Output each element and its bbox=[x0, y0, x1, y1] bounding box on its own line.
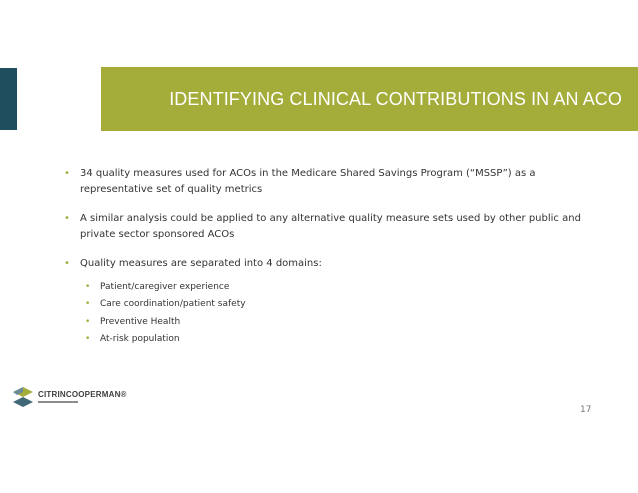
sub-bullet-list bbox=[60, 280, 610, 348]
sub-bullet-text: Preventive Health bbox=[100, 316, 181, 327]
company-logo bbox=[12, 386, 152, 410]
sub-bullet-icon: • bbox=[85, 334, 91, 344]
bullet-text: 34 quality measures used for ACOs in the Medicare Shared Savings Program (“MSSP”) as a representative set of quality metrics bbox=[80, 168, 536, 195]
bullet-item bbox=[60, 256, 610, 272]
bullet-icon: • bbox=[64, 213, 70, 224]
sub-bullet-icon: • bbox=[85, 316, 91, 327]
slide-title: IDENTIFYING CLINICAL CONTRIBUTIONS IN AN ACO bbox=[169, 89, 622, 109]
title-bar bbox=[101, 67, 638, 131]
sub-bullet-item bbox=[60, 297, 610, 313]
bullet-text: Quality measures are separated into 4 domains: bbox=[80, 258, 322, 269]
bullet-list bbox=[60, 166, 610, 350]
sub-bullet-item bbox=[60, 315, 610, 331]
sub-bullet-item bbox=[60, 332, 610, 348]
sub-bullet-text: Patient/caregiver experience bbox=[100, 281, 230, 292]
page-number: 17 bbox=[580, 405, 592, 415]
bullet-icon: • bbox=[64, 168, 70, 179]
sub-bullet-text: At-risk population bbox=[100, 334, 180, 344]
bullet-item bbox=[60, 166, 610, 197]
sub-bullet-icon: • bbox=[85, 281, 91, 292]
citrin-cooperman-logo-icon bbox=[12, 386, 34, 408]
bullet-icon: • bbox=[64, 258, 70, 269]
sub-bullet-text: Care coordination/patient safety bbox=[100, 299, 246, 309]
bullet-text: A similar analysis could be applied to any alternative quality measure sets used by other public and private sector sponsored ACOs bbox=[80, 213, 581, 240]
sub-bullet-item bbox=[60, 280, 610, 296]
bullet-item bbox=[60, 211, 610, 242]
logo-text: CITRINCOOPERMAN® bbox=[38, 390, 127, 399]
sub-bullet-icon: • bbox=[85, 299, 91, 309]
logo-tagline bbox=[38, 401, 78, 403]
left-accent-tab bbox=[0, 68, 17, 130]
